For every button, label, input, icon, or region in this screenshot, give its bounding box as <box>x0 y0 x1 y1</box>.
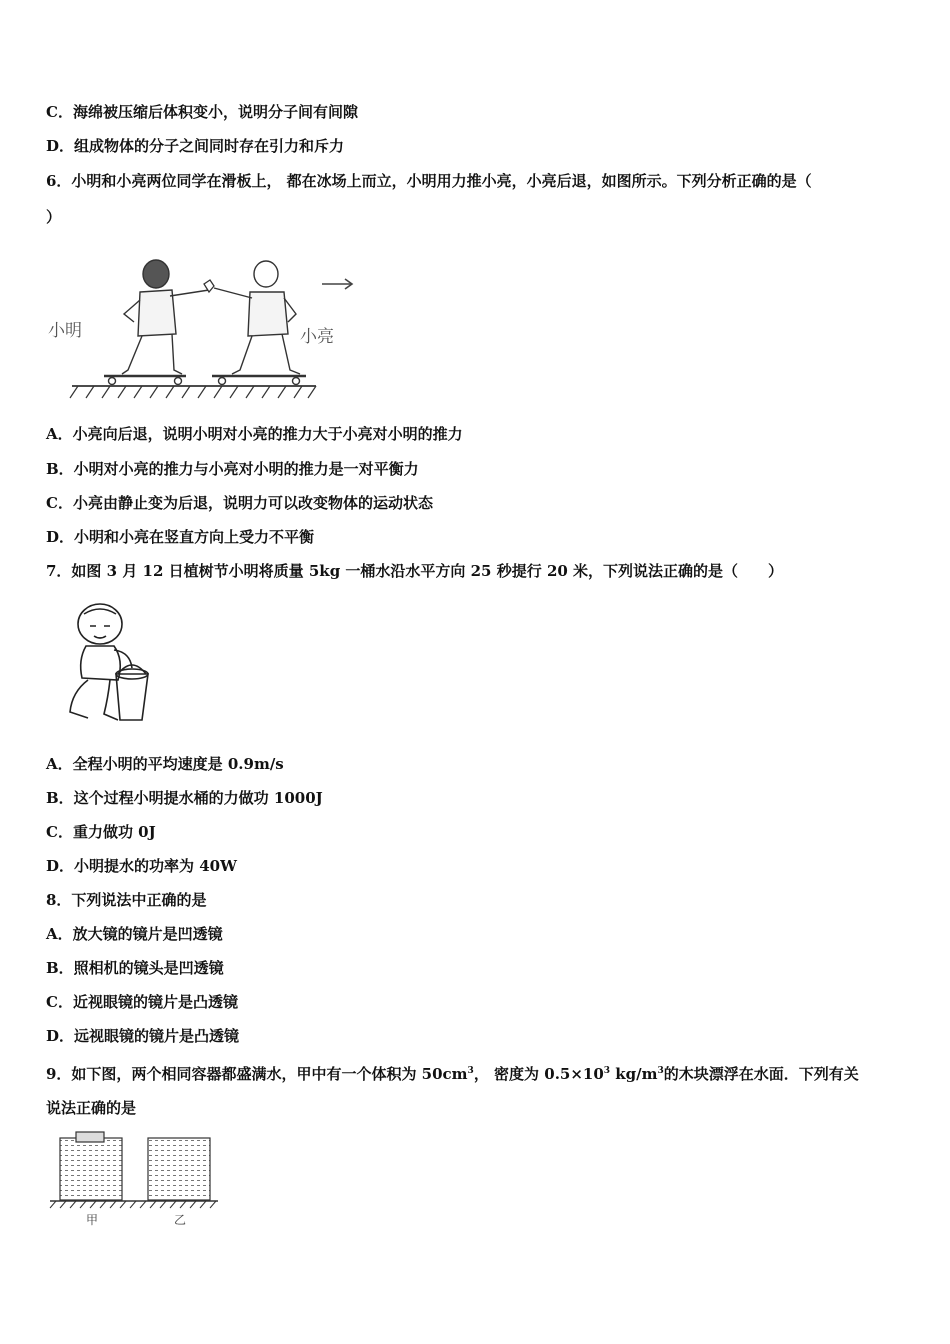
q6-figure-skaters <box>44 252 364 407</box>
q8-option-d: D．远视眼镜的镜片是凸透镜 <box>46 1027 240 1045</box>
q7-figure-boy-bucket <box>58 600 158 730</box>
q6-option-a: A．小亮向后退，说明小明对小亮的推力大于小亮对小明的推力 <box>46 425 463 443</box>
q5-option-d: D．组成物体的分子之间同时存在引力和斥力 <box>46 137 345 155</box>
q9-stem-line2: 说法正确的是 <box>46 1099 137 1117</box>
q6-label-xiaoming: 小明 <box>48 321 82 341</box>
q6-stem-close: ） <box>46 208 62 226</box>
q6-option-b: B．小明对小亮的推力与小亮对小明的推力是一对平衡力 <box>46 460 419 478</box>
container-yi <box>148 1138 210 1200</box>
q7-stem: 7．如图 3 月 12 日植树节小明将质量 5kg 一桶水沿水平方向 25 秒提行 20 米，下列说法正确的是（ ） <box>46 562 784 580</box>
bucket-icon <box>116 674 148 720</box>
q7-option-d: D．小明提水的功率为 40W <box>46 857 237 875</box>
q6-label-xiaoliang: 小亮 <box>300 327 334 347</box>
q9-label-jia: 甲 <box>86 1213 99 1227</box>
q7-option-b: B．这个过程小明提水桶的力做功 1000J <box>46 789 323 807</box>
q8-option-a: A．放大镜的镜片是凹透镜 <box>46 925 223 943</box>
q5-option-c: C．海绵被压缩后体积变小，说明分子间有间隙 <box>46 103 358 121</box>
q6-stem: 6．小明和小亮两位同学在滑板上， 都在冰场上而立，小明用力推小亮，小亮后退，如图所示。下列分析正确的是（ <box>46 172 812 190</box>
q8-option-c: C．近视眼镜的镜片是凸透镜 <box>46 993 238 1011</box>
q6-option-d: D．小明和小亮在竖直方向上受力不平衡 <box>46 528 315 546</box>
xiaoliang-figure <box>212 261 306 385</box>
q7-option-a: A．全程小明的平均速度是 0.9m/s <box>46 755 284 773</box>
q7-option-c: C．重力做功 0J <box>46 823 156 841</box>
q9-label-yi: 乙 <box>174 1213 187 1227</box>
q9-stem: 9．如下图，两个相同容器都盛满水，甲中有一个体积为 $50cm^3$， 密度为 $0.5\times 10^3$ $kg/m^3$的木块漂浮在水面．下列有关 <box>46 1065 859 1083</box>
container-jia <box>60 1132 122 1200</box>
q8-option-b: B．照相机的镜头是凹透镜 <box>46 959 224 977</box>
xiaoming-figure <box>104 260 209 385</box>
q9-figure-containers <box>46 1128 226 1230</box>
q8-stem: 8．下列说法中正确的是 <box>46 891 207 909</box>
q6-option-c: C．小亮由静止变为后退，说明力可以改变物体的运动状态 <box>46 494 433 512</box>
ground-hatching <box>50 1201 218 1208</box>
arrow-right-icon <box>322 279 352 289</box>
wood-block <box>76 1132 104 1142</box>
ground-hatching <box>70 386 316 398</box>
